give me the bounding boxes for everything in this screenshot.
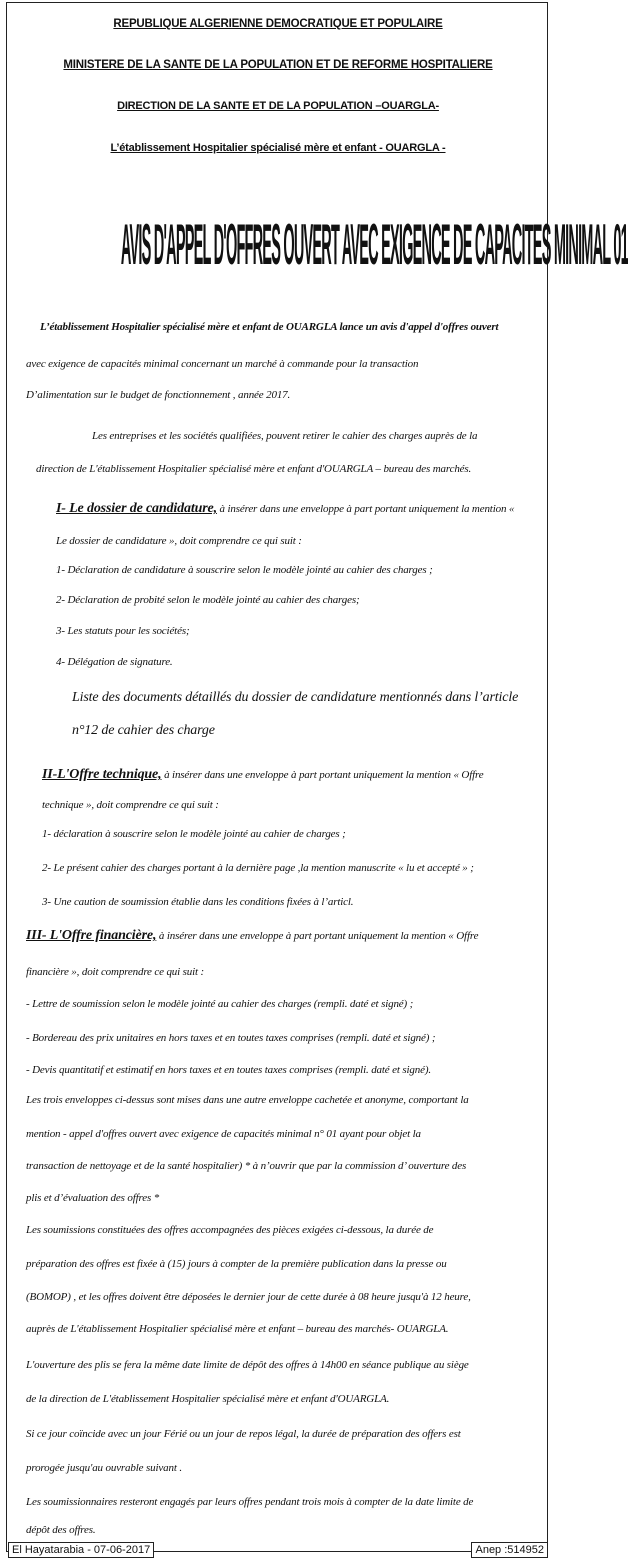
- list-item: 3- Les statuts pour les sociétés;: [56, 625, 190, 637]
- list-item: 4- Délégation de signature.: [56, 656, 173, 668]
- closing-line: L'ouverture des plis se fera la même date limite de dépôt des offres à 14h00 en séance publique au siège: [26, 1359, 469, 1371]
- list-item: 2- Déclaration de probité selon le modèle jointé au cahier des charges;: [56, 594, 360, 606]
- closing-line: préparation des offres est fixée à (15) jours à compter de la première publication dans la presse ou: [26, 1258, 447, 1270]
- section-1-note-2: n°12 de cahier des charge: [72, 723, 215, 738]
- section-2-heading: [42, 767, 484, 783]
- section-1-intro: Le dossier de candidature », doit comprendre ce qui suit :: [56, 535, 302, 547]
- header-direction: DIRECTION DE LA SANTE ET DE LA POPULATION –OUARGLA-: [117, 100, 439, 112]
- closing-line: prorogée jusqu'au ouvrable suivant .: [26, 1462, 182, 1474]
- notice-title-box: [40, 212, 628, 296]
- header-republic: REPUBLIQUE ALGERIENNE DEMOCRATIQUE ET POPULAIRE: [113, 18, 443, 30]
- closing-line: de la direction de L'établissement Hospitalier spécialisé mère et enfant d'OUARGLA.: [26, 1393, 390, 1405]
- intro-line-3: D’alimentation sur le budget de fonctionnement , année 2017.: [26, 389, 291, 401]
- list-item: 1- Déclaration de candidature à souscrire selon le modèle jointé au cahier des charges ;: [56, 564, 433, 576]
- closing-line: transaction de nettoyage et de la santé hospitalier) * à n’ouvrir que par la commission d’ ouverture des: [26, 1160, 467, 1172]
- section-3-title-rest: à insérer dans une enveloppe à part portant uniquement la mention « Offre: [156, 930, 479, 942]
- section-2-intro: technique », doit comprendre ce qui suit :: [42, 799, 219, 811]
- list-item: 2- Le présent cahier des charges portant à la dernière page ,la mention manuscrite « lu et accepté » ;: [42, 862, 474, 874]
- closing-line: Si ce jour coïncide avec un jour Férié ou un jour de repos légal, la durée de préparation des offers est: [26, 1428, 461, 1440]
- closing-line: mention - appel d'offres ouvert avec exigence de capacités minimal n° 01 ayant pour objet la: [26, 1128, 421, 1140]
- notice-title: AVIS D'APPEL D'OFFRES OUVERT AVEC EXIGENCE DE CAPACITES MINIMAL 01: [120, 212, 628, 277]
- intro-line-5: direction de L'établissement Hospitalier spécialisé mère et enfant d'OUARGLA – bureau des marchés.: [36, 463, 472, 475]
- intro-line-1: L’établissement Hospitalier spécialisé mère et enfant de OUARGLA lance un avis d'appel d'offres ouvert: [40, 321, 499, 333]
- intro-line-2: avec exigence de capacités minimal concernant un marché à commande pour la transaction: [26, 358, 419, 370]
- list-item: 1- déclaration à souscrire selon le modèle jointé au cahier de charges ;: [42, 828, 346, 840]
- closing-line: plis et d’évaluation des offres *: [26, 1192, 160, 1204]
- section-1-heading: [56, 501, 514, 517]
- section-3-heading: [26, 928, 478, 944]
- list-item: - Devis quantitatif et estimatif en hors taxes et en toutes taxes comprises (rempli. daté et signé).: [26, 1064, 431, 1076]
- publication-source: El Hayatarabia - 07-06-2017: [8, 1542, 154, 1558]
- list-item: - Bordereau des prix unitaires en hors taxes et en toutes taxes comprises (rempli. daté et signé) ;: [26, 1032, 436, 1044]
- section-2-title-rest: à insérer dans une enveloppe à part portant uniquement la mention « Offre: [161, 769, 484, 781]
- list-item: 3- Une caution de soumission établie dans les conditions fixées à l’articl.: [42, 896, 354, 908]
- anep-reference: Anep :514952: [471, 1542, 548, 1558]
- closing-line: Les soumissionnaires resteront engagés par leurs offres pendant trois mois à compter de la date limite de: [26, 1496, 474, 1508]
- section-2-title: II-L'Offre technique,: [42, 767, 162, 782]
- closing-line: (BOMOP) , et les offres doivent être déposées le dernier jour de cette durée à 08 heure jusqu'à 12 heure,: [26, 1291, 471, 1303]
- header-ministry: MINISTERE DE LA SANTE DE LA POPULATION ET DE REFORME HOSPITALIERE: [63, 59, 493, 71]
- section-1-note-1: Liste des documents détaillés du dossier de candidature mentionnés dans l’article: [72, 690, 519, 705]
- section-1-title: I- Le dossier de candidature,: [56, 501, 217, 516]
- section-3-intro: financière », doit comprendre ce qui suit :: [26, 966, 205, 978]
- closing-line: Les trois enveloppes ci-dessus sont mises dans une autre enveloppe cachetée et anonyme, comportant la: [26, 1094, 469, 1106]
- intro-line-4: Les entreprises et les sociétés qualifiées, pouvent retirer le cahier des charges auprès de la: [92, 430, 478, 442]
- closing-line: dépôt des offres.: [26, 1524, 96, 1536]
- closing-line: Les soumissions constituées des offres accompagnées des pièces exigées ci-dessous, la durée de: [26, 1224, 434, 1236]
- closing-line: auprès de L'établissement Hospitalier spécialisé mère et enfant – bureau des marchés- OUARGLA.: [26, 1323, 449, 1335]
- section-3-title: III- L'Offre financière,: [26, 928, 157, 943]
- list-item: - Lettre de soumission selon le modèle jointé au cahier des charges (rempli. daté et signé) ;: [26, 998, 414, 1010]
- header-establishment: L’établissement Hospitalier spécialisé mère et enfant - OUARGLA -: [110, 142, 446, 154]
- section-1-title-rest: à insérer dans une enveloppe à part portant uniquement la mention «: [216, 503, 515, 515]
